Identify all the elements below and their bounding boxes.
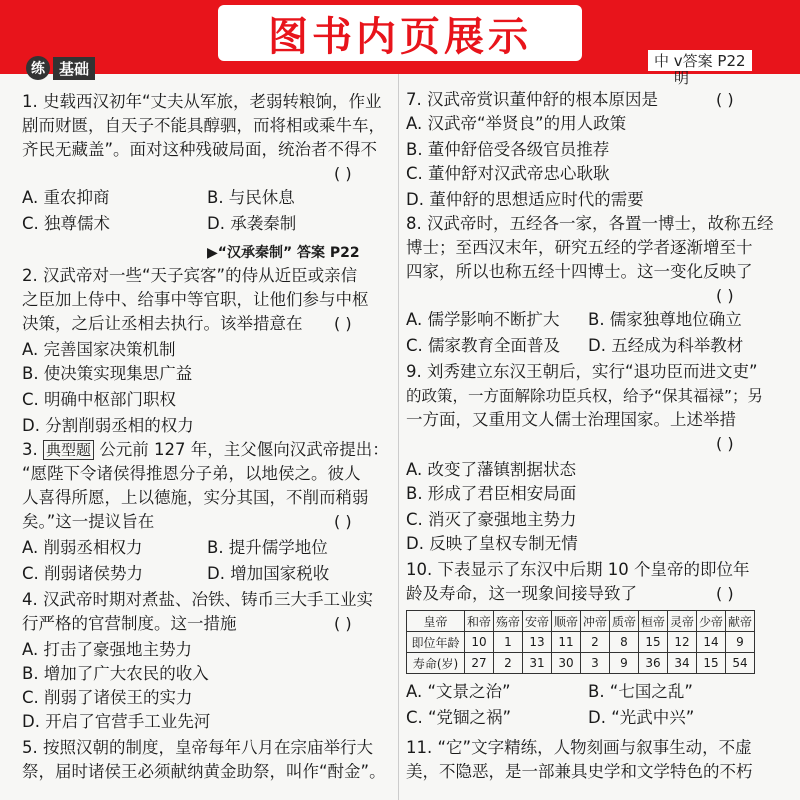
question-number: 3.	[22, 440, 38, 459]
table-header: 顺帝	[552, 611, 581, 632]
question-text: 之臣加上侍中、给事中等官职，让他们参与中枢	[22, 290, 369, 309]
table-row	[407, 632, 755, 653]
question-text: 美，不隐恶，是一部兼具史学和文学特色的不朽	[406, 762, 753, 781]
option-c[interactable]: C. 削弱了诸侯王的实力	[22, 688, 193, 707]
question-text: 四家，所以也称五经十四博士。这一变化反映了	[406, 262, 753, 281]
question-text: 5. 按照汉朝的制度，皇帝每年八月在宗庙举行大	[22, 738, 373, 757]
table-cell: 10	[465, 632, 494, 653]
question-text-inline: 公元前 127 年，主父偃向汉武帝提出：	[99, 440, 389, 459]
table-cell: 31	[523, 653, 552, 674]
table-cell: 13	[523, 632, 552, 653]
option-a[interactable]: A. 汉武帝“举贤良”的用人政策	[406, 114, 627, 133]
option-c[interactable]: C. 董仲舒对汉武帝忠心耿耿	[406, 164, 610, 183]
section-header	[26, 56, 95, 80]
table-cell: 12	[668, 632, 697, 653]
option-a[interactable]: A. 削弱丞相权力	[22, 538, 143, 557]
table-header: 皇帝	[407, 611, 465, 632]
option-c[interactable]: C. 削弱诸侯势力	[22, 564, 144, 583]
option-d[interactable]: D. 增加国家税收	[207, 564, 330, 583]
table-cell: 9	[726, 632, 755, 653]
section-label: 基础	[53, 57, 95, 80]
option-c[interactable]: C. 儒家教育全面普及	[406, 336, 561, 355]
option-a[interactable]: A. 重农抑商	[22, 188, 110, 207]
table-cell: 15	[639, 632, 668, 653]
table-header: 献帝	[726, 611, 755, 632]
question-text: 10. 下表显示了东汉中后期 10 个皇帝的即位年	[406, 560, 750, 579]
header-banner	[0, 0, 800, 74]
question-text: 龄及寿命，这一现象间接导致了	[406, 584, 637, 603]
question-text: “愿陛下令诸侯得推恩分子弟，以地侯之。彼人	[22, 464, 361, 483]
option-b[interactable]: B. 儒家独尊地位确立	[588, 310, 742, 329]
answer-blank[interactable]: ( )	[716, 434, 734, 453]
question-text: 2. 汉武帝对一些“天子宾客”的侍从近臣或亲信	[22, 266, 358, 285]
option-d[interactable]: D. 董仲舒的思想适应时代的需要	[406, 190, 644, 209]
option-b[interactable]: B. 与民休息	[207, 188, 295, 207]
option-d[interactable]: D. 承袭秦制	[207, 214, 297, 233]
option-c[interactable]: C. 独尊儒术	[22, 214, 111, 233]
option-b[interactable]: B. 增加了广大农民的收入	[22, 664, 209, 683]
option-d[interactable]: D. 反映了皇权专制无情	[406, 534, 578, 553]
option-a[interactable]: A. “文景之治”	[406, 682, 511, 701]
option-b[interactable]: B. “七国之乱”	[588, 682, 693, 701]
question-text: 博士；至西汉末年，研究五经的学者逐渐增至十	[406, 238, 753, 257]
option-b[interactable]: B. 使决策实现集思广益	[22, 364, 193, 383]
table-cell: 寿命(岁)	[407, 653, 465, 674]
option-d[interactable]: D. “光武中兴”	[588, 708, 695, 727]
table-header: 灵帝	[668, 611, 697, 632]
question-text: 决策，之后让丞相去执行。该举措意在	[22, 314, 303, 333]
option-d[interactable]: D. 五经成为科举教材	[588, 336, 744, 355]
text-fragment: 明	[674, 69, 690, 87]
option-c[interactable]: C. 消灭了豪强地主势力	[406, 510, 577, 529]
option-c[interactable]: C. 明确中枢部门职权	[22, 390, 177, 409]
answer-blank[interactable]: ( )	[334, 614, 352, 633]
question-text: 9. 刘秀建立东汉王朝后，实行“退功臣而进文吏”	[406, 362, 758, 381]
question-text: 7. 汉武帝赏识董仲舒的根本原因是	[406, 90, 658, 109]
table-cell: 2	[494, 653, 523, 674]
table-cell: 11	[552, 632, 581, 653]
banner-title: 图书内页展示	[268, 13, 532, 60]
emperor-table	[406, 610, 755, 674]
question-text: 祭，届时诸侯王必须献纳黄金助祭，叫作“酎金”。	[22, 762, 386, 781]
practice-icon: 练	[26, 56, 50, 80]
option-a[interactable]: A. 儒学影响不断扩大	[406, 310, 560, 329]
option-d[interactable]: D. 分割削弱丞相的权力	[22, 416, 194, 435]
table-cell: 即位年龄	[407, 632, 465, 653]
question-text: 8. 汉武帝时，五经各一家，各置一博士，故称五经	[406, 214, 774, 233]
table-cell: 30	[552, 653, 581, 674]
table-cell: 2	[581, 632, 610, 653]
question-text: 的政策，一方面解除功臣兵权，给予“保其福禄”；另	[406, 387, 764, 405]
option-b[interactable]: B. 形成了君臣相安局面	[406, 484, 577, 503]
table-cell: 14	[697, 632, 726, 653]
table-cell: 8	[610, 632, 639, 653]
table-header: 少帝	[697, 611, 726, 632]
question-text	[22, 440, 389, 460]
table-header: 殇帝	[494, 611, 523, 632]
answer-blank[interactable]: ( )	[716, 90, 734, 109]
table-cell: 54	[726, 653, 755, 674]
option-a[interactable]: A. 改变了藩镇割据状态	[406, 460, 576, 479]
column-divider	[398, 74, 399, 800]
table-header: 冲帝	[581, 611, 610, 632]
answer-reference: ▶“汉承秦制” 答案 P22	[207, 245, 360, 261]
question-text: 矣。”这一提议旨在	[22, 512, 155, 531]
table-header-row	[407, 611, 755, 632]
option-b[interactable]: B. 董仲舒倍受各级官员推荐	[406, 140, 610, 159]
question-text: 1. 史载西汉初年“丈夫从军旅，老弱转粮饷，作业	[22, 92, 382, 111]
typical-question-tag: 典型题	[43, 440, 94, 460]
question-text: 11. “它”文字精练，人物刻画与叙事生动，不虚	[406, 738, 752, 757]
option-a[interactable]: A. 完善国家决策机制	[22, 340, 176, 359]
table-cell: 36	[639, 653, 668, 674]
table-cell: 9	[610, 653, 639, 674]
question-text: 4. 汉武帝时期对煮盐、冶铁、铸币三大手工业实	[22, 590, 373, 609]
option-d[interactable]: D. 开启了官营手工业先河	[22, 712, 211, 731]
table-header: 和帝	[465, 611, 494, 632]
table-header: 桓帝	[639, 611, 668, 632]
question-text: 一方面，又重用文人儒士治理国家。上述举措	[406, 410, 736, 429]
question-text: 剧而财匮，自天子不能具醇驷，而将相或乘牛车，	[22, 116, 385, 135]
table-cell: 34	[668, 653, 697, 674]
table-header: 质帝	[610, 611, 639, 632]
question-text: 人喜得所愿，上以德施，实分其国，不削而稍弱	[22, 488, 369, 507]
option-b[interactable]: B. 提升儒学地位	[207, 538, 328, 557]
answer-blank[interactable]: ( )	[334, 164, 352, 183]
answer-blank[interactable]: ( )	[716, 286, 734, 305]
table-cell: 3	[581, 653, 610, 674]
table-row	[407, 653, 755, 674]
table-cell: 1	[494, 632, 523, 653]
question-text: 行严格的官营制度。这一措施	[22, 614, 237, 633]
table-cell: 27	[465, 653, 494, 674]
answer-blank[interactable]: ( )	[716, 584, 734, 603]
page-answer-ref: 中 ⅴ答案 P22	[648, 50, 752, 71]
option-a[interactable]: A. 打击了豪强地主势力	[22, 640, 192, 659]
option-c[interactable]: C. “党锢之祸”	[406, 708, 512, 727]
question-text: 齐民无藏盖”。面对这种残破局面，统治者不得不	[22, 140, 378, 159]
banner-title-box	[218, 5, 582, 61]
table-header: 安帝	[523, 611, 552, 632]
answer-blank[interactable]: ( )	[334, 512, 352, 531]
answer-blank[interactable]: ( )	[334, 314, 352, 333]
table-cell: 15	[697, 653, 726, 674]
